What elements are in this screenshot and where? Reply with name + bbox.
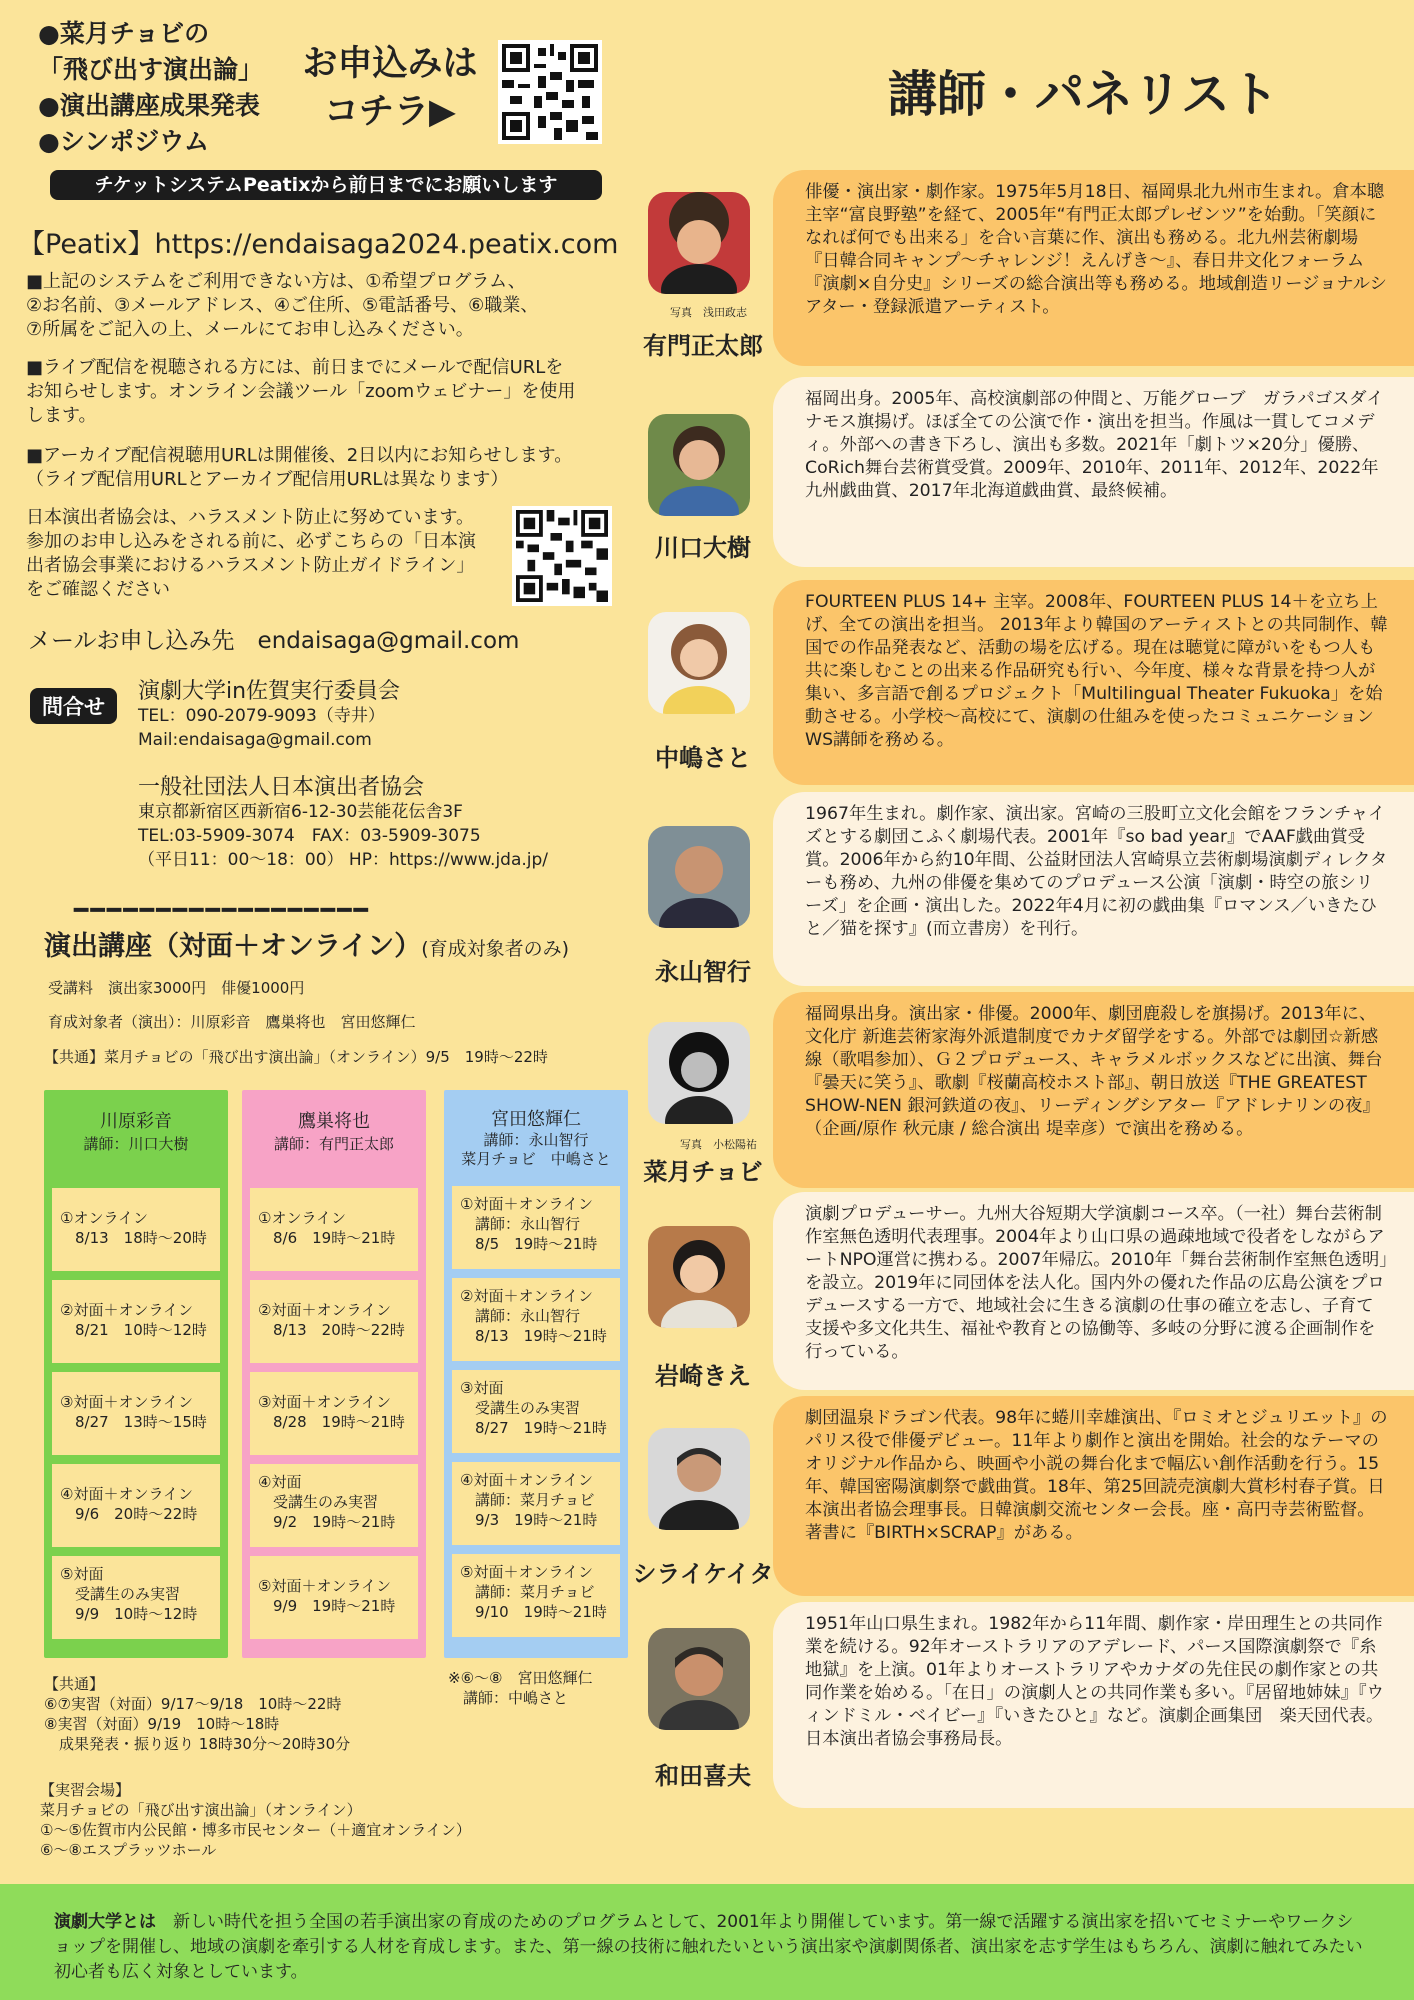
footer-lead: 演劇大学とは	[54, 1912, 156, 1932]
note-line: ■アーカイブ配信視聴用URLは開催後、2日以内にお知らせします。	[26, 445, 573, 466]
note-alternative-application	[26, 270, 626, 342]
course-title	[44, 924, 569, 963]
column-header	[242, 1110, 426, 1188]
photo-natsuki	[648, 1022, 750, 1124]
person-name: 和田喜夫	[655, 1762, 751, 1790]
note-line: ■ライブ配信を視聴される方には、前日までにメールで配信URLを	[26, 357, 564, 378]
org-tel: TEL:03-5909-3074 FAX：03-5909-3075	[138, 826, 481, 846]
course-trainees: 育成対象者（演出）：川原彩音 鷹巣将也 宮田悠輝仁	[48, 1013, 416, 1031]
session-cell: ③対面 受講生のみ実習 8/27 19時～21時	[452, 1370, 620, 1453]
session-cell: ③対面＋オンライン 8/28 19時～21時	[250, 1372, 418, 1455]
footer-about	[0, 1884, 1414, 2000]
session-cell: ②対面＋オンライン 8/13 20時～22時	[250, 1280, 418, 1363]
divider: ━━━━━━━━━━━━━━━━━━	[74, 896, 371, 924]
profile-bio: 劇団温泉ドラゴン代表。98年に蜷川幸雄演出、『ロミオとジュリエット』のパリス役で俳優デビュー。11年より劇作と演出を開始。社会的なテーマのオリジナル作品から、映画や小説の舞台化まで幅広い創作活動を行う。15年、韓国密陽演劇祭で戯曲賞。18年、第25回読売演劇大賞杉村春子賞。日本演出者協会理事長。日韓演劇交流センター会長。座・高円寺芸術監督。著書に『BIRTH×SCRAP』がある。	[773, 1396, 1414, 1596]
contact-committee	[138, 680, 400, 752]
session-cell: ⑤対面＋オンライン 講師：菜月チョビ 9/10 19時～21時	[452, 1554, 620, 1637]
peatix-link[interactable]: 【Peatix】https://endaisaga2024.peatix.com	[18, 229, 619, 260]
note-line: をご確認ください	[26, 579, 170, 600]
qr-code-peatix[interactable]	[498, 40, 602, 144]
org-address: 東京都新宿区西新宿6-12-30芸能花伝舎3F	[138, 802, 463, 822]
apply-line: お申込みは	[302, 44, 478, 84]
column-header	[44, 1110, 228, 1188]
apply-heading	[300, 40, 480, 136]
course-column-takanosu	[242, 1090, 426, 1658]
note-live-streaming	[26, 356, 626, 428]
note-line: ②お名前、③メールアドレス、④ご住所、⑤電話番号、⑥職業、	[26, 295, 539, 316]
profile-bio: 1951年山口県生まれ。1982年から11年間、劇作家・岸田理生との共同作業を続ける。92年オーストラリアのアデレード、パース国際演劇祭で『糸地獄』を上演。01年よりオーストラリアやカナダの先住民の劇作家との共同作業を始める。「在日」の演劇人との共同作業も多い。『居留地姉妹』『ウィンドミル・ベイビー』『いきたひと』など。演劇企画集団 楽天団代表。日本演出者協会事務局長。	[773, 1602, 1414, 1808]
trainee-name: 川原彩音	[100, 1111, 172, 1132]
program-line: 「飛び出す演出論」	[38, 55, 264, 84]
course-fee: 受講料 演出家3000円 俳優1000円	[48, 979, 305, 997]
contact-association	[138, 776, 548, 872]
mentor-name: 菜月チョビ 中嶋さと	[461, 1150, 611, 1168]
course-title-text: 演出講座（対面＋オンライン）	[44, 931, 422, 962]
photo-arikado	[648, 192, 750, 294]
note-line: 参加のお申し込みをされる前に、必ずこちらの「日本演	[26, 531, 476, 552]
trainee-name: 鷹巣将也	[298, 1111, 370, 1132]
column3-note: ※⑥～⑧ 宮田悠輝仁 講師：中嶋さと	[448, 1669, 593, 1707]
trainee-name: 宮田悠輝仁	[491, 1109, 581, 1130]
note-line: 日本演出者協会は、ハラスメント防止に努めています。	[26, 507, 475, 528]
person-name: 菜月チョビ	[643, 1158, 763, 1186]
session-cell: ④対面 受講生のみ実習 9/2 19時～21時	[250, 1464, 418, 1547]
org-tel: TEL：090-2079-9093（寺井）	[138, 706, 385, 726]
course-common: 【共通】菜月チョビの「飛び出す演出論」（オンライン）9/5 19時～22時	[44, 1048, 548, 1066]
note-archive	[26, 444, 626, 492]
footer-text: 新しい時代を担う全国の若手演出家の育成のためのプログラムとして、2001年より開催しています。第一線で活躍する演出家を招いてセミナーやワークショップを開催し、地域の演劇を牽引する人材を育成します。また、第一線の技術に触れたいという演出家や演劇関係者、演出家を志す学生はもちろん、演劇に触れてみたい初心者も広く対象としています。	[54, 1912, 1363, 1982]
session-cell: ②対面＋オンライン 8/21 10時～12時	[52, 1280, 220, 1363]
person-name: 永山智行	[655, 958, 751, 986]
session-cell: ⑤対面＋オンライン 9/9 19時～21時	[250, 1556, 418, 1639]
course-column-miyata	[444, 1090, 628, 1658]
photo-nakashima	[648, 612, 750, 714]
session-cell: ④対面＋オンライン 9/6 20時～22時	[52, 1464, 220, 1547]
photo-credit: 写真 浅田政志	[670, 306, 747, 319]
qr-code-icon	[502, 44, 598, 140]
practice-venue: 【実習会場】 菜月チョビの「飛び出す演出論」（オンライン） ①～⑤佐賀市内公民館・博多市民センター（＋適宜オンライン） ⑥～⑧エスプラッツホール	[40, 1781, 471, 1859]
qr-code-harassment-guideline[interactable]	[512, 506, 612, 606]
common-practice: 【共通】 ⑥⑦実習（対面）9/17～9/18 10時～22時 ⑧実習（対面）9/19 10時～18時 成果発表・振り返り 18時30分～20時30分	[44, 1675, 351, 1753]
note-line: します。	[26, 405, 97, 426]
profile-bio: 福岡出身。2005年、高校演劇部の仲間と、万能グローブ ガラパゴスダイナモス旗揚げ。ほぼ全ての公演で作・演出を担当。作風は一貫してコメディ。外部への書き下ろし、演出も多数。2021年「劇トツ×20分」優勝、CoRich舞台芸術賞受賞。2009年、2010年、2011年、2012年、2022年九州戯曲賞、2017年北海道戯曲賞、最終候補。	[773, 377, 1414, 567]
ticket-system-banner: チケットシステムPeatixから前日までにお願いします	[50, 170, 602, 200]
mentor-name: 講師：有門正太郎	[273, 1135, 394, 1153]
qr-code-icon	[516, 510, 608, 602]
note-line: ■上記のシステムをご利用できない方は、①希望プログラム、	[26, 271, 526, 292]
profile-bio: 演劇プロデューサー。九州大谷短期大学演劇コース卒。（一社）舞台芸術制作室無色透明代表理事。2004年より山口県の過疎地域で役者をしながらアートNPO運営に携わる。2007年帰広。2010年「舞台芸術制作室無色透明」を設立。2019年に同団体を法人化。国内外の優れた作品の広島公演をプロデュースする一方で、地域社会に生きる演劇の仕事の確立を志し、子育て支援や多文化共生、福祉や教育との協働等、多岐の分野に渡る企画制作を行っている。	[773, 1192, 1414, 1390]
note-line: ⑦所属をご記入の上、メールにてお申し込みください。	[26, 319, 474, 340]
photo-iwasaki	[648, 1226, 750, 1328]
org-hours: （平日11：00～18：00） HP：https://www.jda.jp/	[138, 850, 549, 870]
program-line: ●シンポジウム	[38, 127, 209, 156]
portrait-icon	[648, 1022, 750, 1124]
portrait-icon	[648, 192, 750, 294]
course-column-kawahara	[44, 1090, 228, 1658]
note-line: 出者協会事業におけるハラスメント防止ガイドライン」	[26, 555, 475, 576]
org-name: 一般社団法人日本演出者協会	[138, 775, 425, 800]
panel-title: 講師・パネリスト	[888, 66, 1280, 123]
session-cell: ③対面＋オンライン 8/27 13時～15時	[52, 1372, 220, 1455]
person-name: 中嶋さと	[655, 744, 751, 772]
portrait-icon	[648, 414, 750, 516]
org-mail[interactable]: Mail:endaisaga@gmail.com	[138, 730, 372, 750]
person-name: 岩崎きえ	[655, 1362, 751, 1390]
photo-nagayama	[648, 826, 750, 928]
profile-bio: FOURTEEN PLUS 14+ 主宰。2008年、FOURTEEN PLUS 14＋を立ち上げ、全ての演出を担当。 2013年より韓国のアーティストとの共同制作、韓国での作品発表など、活動の場を広げる。現在は聴覚に障がいをもつ人も共に楽しむことの出来る作品研究も行い、今年度、様々な背景を持つ人が集い、多言語で創るプロジェクト「Multilingual Theater Fukuoka」を始動させる。小学校～高校にて、演劇の仕組みを使ったコミュニケーションWS講師を務める。	[773, 580, 1414, 785]
session-cell: ⑤対面 受講生のみ実習 9/9 10時～12時	[52, 1556, 220, 1639]
session-cell: ①オンライン 8/13 18時～20時	[52, 1188, 220, 1271]
profile-bio: 1967年生まれ。劇作家、演出家。宮崎の三股町立文化会館をフランチャイズとする劇団こふく劇場代表。2001年『so bad year』でAAF戯曲賞受賞。2006年から約10年間、公益財団法人宮崎県立芸術劇場演劇ディレクターも務め、九州の俳優を集めてのプロデュース公演「演劇・時空の旅シリーズ」を企画・演出した。2022年4月に初の戯曲集『ロマンス／いきたひと／猫を探す』(而立書房）を刊行。	[773, 792, 1414, 986]
portrait-icon	[648, 826, 750, 928]
contact-badge: 問合せ	[30, 688, 117, 724]
photo-kawaguchi	[648, 414, 750, 516]
column-header	[444, 1108, 628, 1186]
profile-bio: 俳優・演出家・劇作家。1975年5月18日、福岡県北九州市生まれ。倉本聰主宰“富良野塾”を経て、2005年“有門正太郎プレゼンツ”を始動。「笑顔になれば何でも出来る」を合い言葉に作、演出も務める。北九州芸術劇場『日韓合同キャンプ～チャレンジ！えんげき～』、春日井文化フォーラム『演劇×自分史』シリーズの総合演出等も務める。地域創造リージョナルシアター・登録派遣アーティスト。	[773, 170, 1414, 366]
portrait-icon	[648, 1428, 750, 1530]
portrait-icon	[648, 1628, 750, 1730]
course-title-note: (育成対象者のみ)	[421, 938, 570, 960]
person-name: 有門正太郎	[643, 332, 763, 360]
program-line: ●菜月チョビの	[38, 19, 210, 48]
note-line: お知らせします。オンライン会議ツール「zoomウェビナー」を使用	[26, 381, 576, 402]
program-line: ●演出講座成果発表	[38, 91, 260, 120]
apply-line: コチラ▶	[324, 92, 456, 132]
note-harassment	[26, 506, 516, 602]
photo-wada	[648, 1628, 750, 1730]
session-cell: ①対面＋オンライン 講師：永山智行 8/5 19時～21時	[452, 1186, 620, 1269]
portrait-icon	[648, 1226, 750, 1328]
mentor-name: 講師：川口大樹	[83, 1135, 189, 1153]
session-cell: ②対面＋オンライン 講師：永山智行 8/13 19時～21時	[452, 1278, 620, 1361]
mail-application[interactable]: メールお申し込み先 endaisaga@gmail.com	[28, 628, 520, 654]
mentor-name: 講師：永山智行	[483, 1131, 589, 1149]
session-cell: ①オンライン 8/6 19時～21時	[250, 1188, 418, 1271]
person-name: シライケイタ	[632, 1560, 774, 1588]
profile-bio: 福岡県出身。演出家・俳優。2000年、劇団鹿殺しを旗揚げ。2013年に、文化庁 新進芸術家海外派遣制度でカナダ留学をする。外部では劇団☆新感線（歌唱参加）、Ｇ２プロデュース、キャラメルボックスなどに出演、舞台『曇天に笑う』、歌劇『桜蘭高校ホスト部』、朝日放送『THE GREATEST SHOW-NEN 銀河鉄道の夜』、リーディングシアター『アドレナリンの夜』（企画/原作 秋元康 / 総合演出 堤幸彦）で演出を務める。	[773, 992, 1414, 1188]
session-cell: ④対面＋オンライン 講師：菜月チョビ 9/3 19時～21時	[452, 1462, 620, 1545]
photo-shirai	[648, 1428, 750, 1530]
photo-credit: 写真 小松陽祐	[680, 1138, 757, 1151]
note-line: （ライブ配信用URLとアーカイブ配信用URLは異なります）	[26, 469, 509, 490]
person-name: 川口大樹	[655, 534, 751, 562]
program-list	[38, 16, 263, 160]
org-name: 演劇大学in佐賀実行委員会	[138, 679, 401, 704]
portrait-icon	[648, 612, 750, 714]
